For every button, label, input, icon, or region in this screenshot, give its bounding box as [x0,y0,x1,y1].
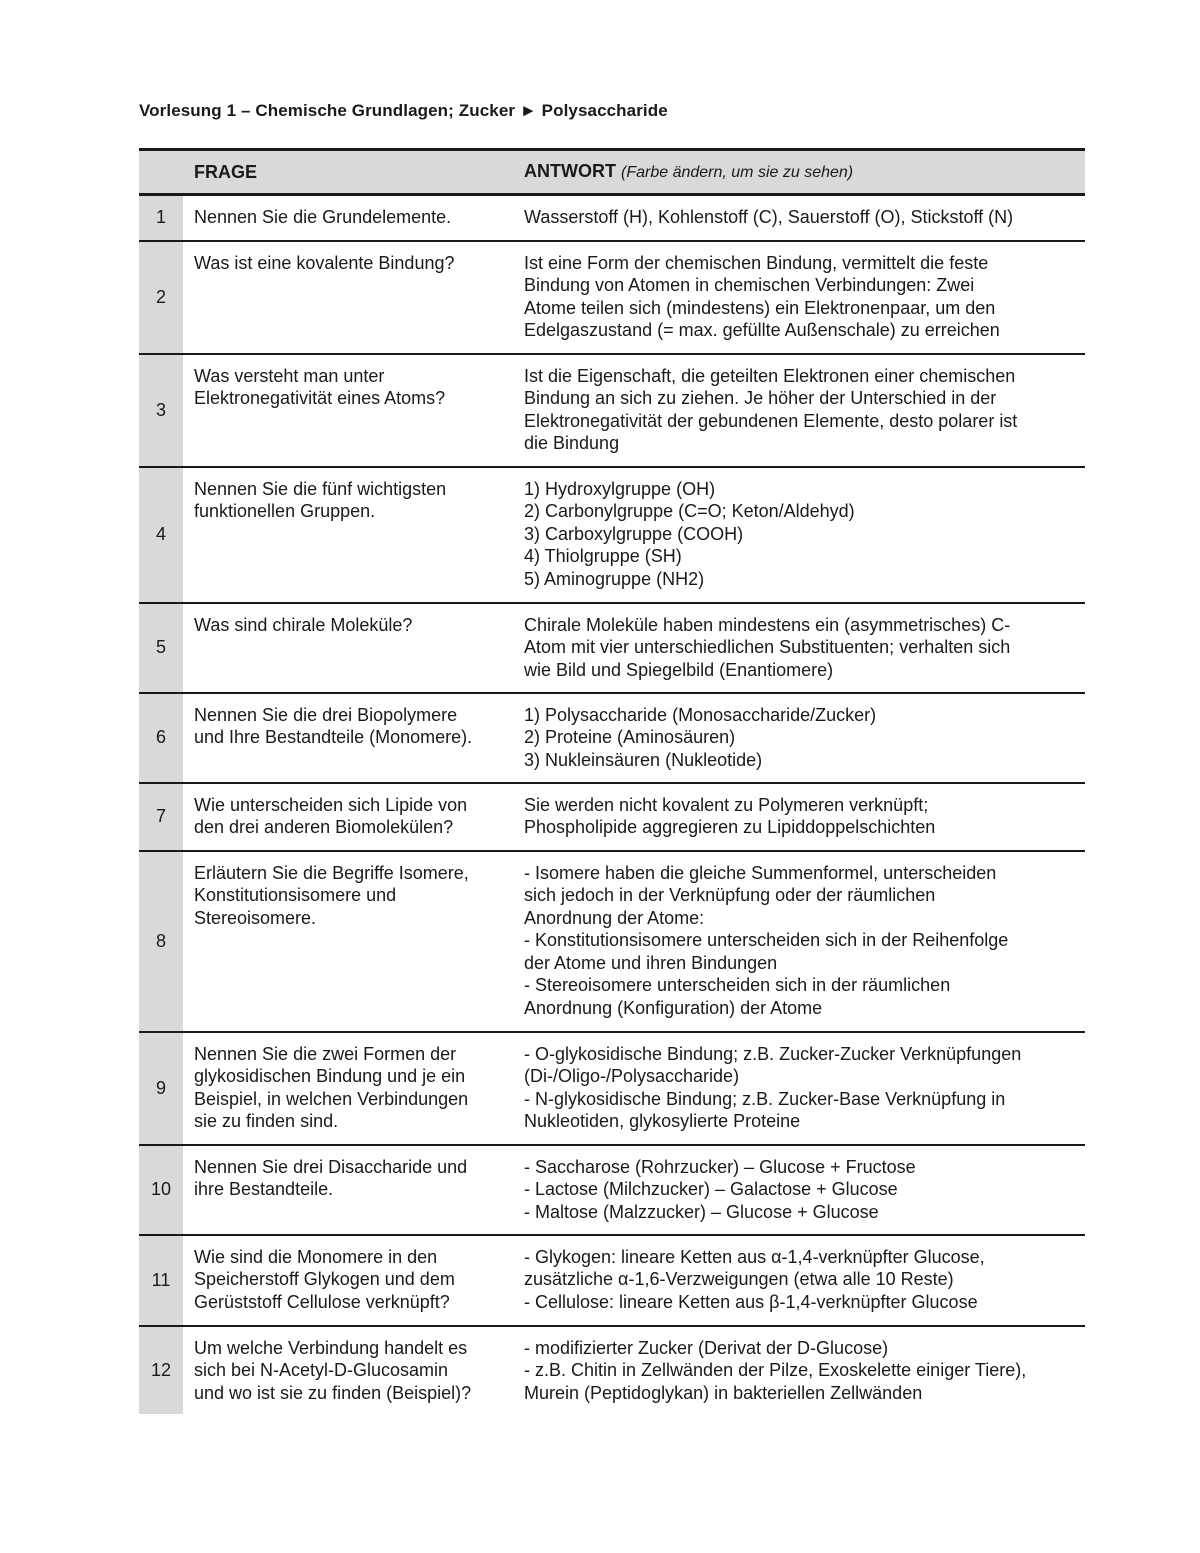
table-row [139,1145,1085,1235]
answer-cell: - Saccharose (Rohrzucker) – Glucose + Fructose - Lactose (Milchzucker) – Galactose + Glucose - Maltose (Malzzucker) – Glucose + Glucose [513,1145,1085,1235]
answer-cell: Wasserstoff (H), Kohlenstoff (C), Sauerstoff (O), Stickstoff (N) [513,195,1085,241]
table-header [139,150,1085,195]
header-answer [513,150,1085,195]
question-cell: Nennen Sie die drei Biopolymere und Ihre Bestandteile (Monomere). [183,693,513,783]
answer-cell: Chirale Moleküle haben mindestens ein (asymmetrisches) C- Atom mit vier unterschiedlichen Substituenten; verhalten sich wie Bild und Spiegelbild (Enantiomere) [513,603,1085,693]
row-number: 11 [139,1235,183,1326]
row-number: 9 [139,1032,183,1145]
table-row [139,1032,1085,1145]
answer-cell: - O-glykosidische Bindung; z.B. Zucker-Zucker Verknüpfungen (Di-/Oligo-/Polysaccharide) - N-glykosidische Bindung; z.B. Zucker-Base Verknüpfung in Nukleotiden, glykosylierte Proteine [513,1032,1085,1145]
question-cell: Erläutern Sie die Begriffe Isomere, Konstitutionsisomere und Stereoisomere. [183,851,513,1032]
table-row [139,195,1085,241]
question-cell: Wie unterscheiden sich Lipide von den drei anderen Biomolekülen? [183,783,513,851]
answer-cell: Ist eine Form der chemischen Bindung, vermittelt die feste Bindung von Atomen in chemischen Verbindungen: Zwei Atome teilen sich (mindestens) ein Elektronenpaar, um den Edelgaszustand (= max. gefüllte Außenschale) zu erreichen [513,241,1085,354]
row-number: 3 [139,354,183,467]
header-question: FRAGE [183,150,513,195]
row-number: 2 [139,241,183,354]
question-cell: Nennen Sie die zwei Formen der glykosidischen Bindung und je ein Beispiel, in welchen Verbindungen sie zu finden sind. [183,1032,513,1145]
answer-cell: - modifizierter Zucker (Derivat der D-Glucose) - z.B. Chitin in Zellwänden der Pilze, Exoskelette einiger Tiere), Murein (Peptidoglykan) in bakteriellen Zellwänden [524,1337,1027,1403]
question-cell: Nennen Sie die Grundelemente. [183,195,513,241]
table-row [139,783,1085,851]
table-row [139,1326,1085,1415]
question-cell: Nennen Sie die fünf wichtigsten funktionellen Gruppen. [183,467,513,603]
row-number: 6 [139,693,183,783]
table-body [139,195,1085,1415]
answer-cell: 1) Polysaccharide (Monosaccharide/Zucker) 2) Proteine (Aminosäuren) 3) Nukleinsäuren (Nukleotide) [513,693,1085,783]
table-row [139,851,1085,1032]
table-row [139,603,1085,693]
qa-table [139,148,1085,1414]
header-number-cell [139,150,183,195]
document-title: Vorlesung 1 – Chemische Grundlagen; Zucker ► Polysaccharide [139,101,668,120]
table-row [139,693,1085,783]
header-answer-hint: (Farbe ändern, um sie zu sehen) [621,163,854,181]
row-number: 12 [139,1326,183,1415]
row-number: 5 [139,603,183,693]
table-row [139,467,1085,603]
answer-cell: Ist die Eigenschaft, die geteilten Elektronen einer chemischen Bindung an sich zu ziehen. Je höher der Unterschied in der Elektronegativität der gebundenen Elemente, desto polarer ist die Bindung [513,354,1085,467]
answer-cell: - Glykogen: lineare Ketten aus α-1,4-verknüpfter Glucose, zusätzliche α-1,6-Verzweigungen (etwa alle 10 Reste) - Cellulose: lineare Ketten aus β-1,4-verknüpfter Glucose [513,1235,1085,1326]
row-number: 10 [139,1145,183,1235]
question-cell: Was versteht man unter Elektronegativität eines Atoms? [183,354,513,467]
row-number: 1 [139,195,183,241]
row-number: 4 [139,467,183,603]
answer-cell: Sie werden nicht kovalent zu Polymeren verknüpft; Phospholipide aggregieren zu Lipiddoppelschichten [513,783,1085,851]
header-answer-label: ANTWORT [524,160,616,181]
question-cell: Nennen Sie drei Disaccharide und ihre Bestandteile. [183,1145,513,1235]
table-row [139,1235,1085,1326]
question-cell: Um welche Verbindung handelt es sich bei N-Acetyl-D-Glucosamin und wo ist sie zu finden (Beispiel)? [194,1337,472,1403]
row-number: 8 [139,851,183,1032]
row-number: 7 [139,783,183,851]
answer-cell: 1) Hydroxylgruppe (OH) 2) Carbonylgruppe (C=O; Keton/Aldehyd) 3) Carboxylgruppe (COOH) 4) Thiolgruppe (SH) 5) Aminogruppe (NH2) [513,467,1085,603]
table-row [139,241,1085,354]
question-cell: Wie sind die Monomere in den Speicherstoff Glykogen und dem Gerüststoff Cellulose verknüpft? [183,1235,513,1326]
answer-cell: - Isomere haben die gleiche Summenformel, unterscheiden sich jedoch in der Verknüpfung oder der räumlichen Anordnung der Atome: - Konstitutionsisomere unterscheiden sich in der Reihenfolge der Atome und ihren Bindungen - Stereoisomere unterscheiden sich in der räumlichen Anordnung (Konfiguration) der Atome [513,851,1085,1032]
header-row [139,150,1085,195]
question-cell: Was ist eine kovalente Bindung? [183,241,513,354]
table-row [139,354,1085,467]
question-cell: Was sind chirale Moleküle? [183,603,513,693]
